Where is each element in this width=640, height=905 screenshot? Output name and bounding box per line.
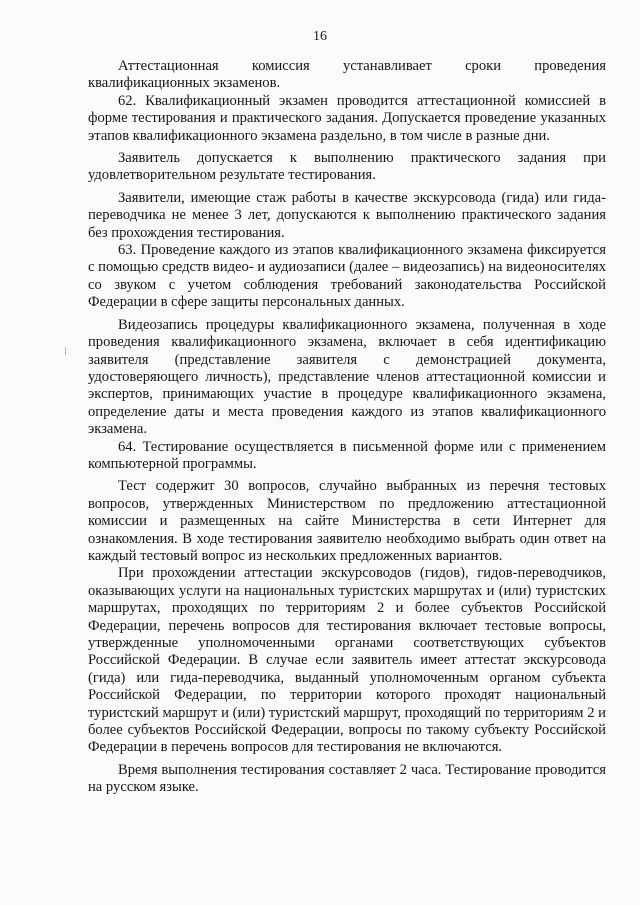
paragraph-video-recording: Видеозапись процедуры квалификационного экзамена, полученная в ходе проведения квалификационного экзамена, включает в себя идентификацию заявителя (представление заявителя с демонстрацией документа, удостоверяющего личность), представление членов аттестационной комиссии и экспертов, принимающих участие в процедуре квалификационного экзамена, определение даты и места проведения каждого из этапов квалификационного экзамена. xyxy=(88,316,606,438)
paragraph-experience-exemption: Заявители, имеющие стаж работы в качестве экскурсовода (гида) или гида-переводчика не менее 3 лет, допускаются к выполнению практического задания без прохождения тестирования. xyxy=(88,189,606,241)
scan-artifact: ⁞ xyxy=(64,346,68,358)
paragraph-64: 64. Тестирование осуществляется в письменной форме или с применением компьютерной программы. xyxy=(88,438,606,472)
document-body xyxy=(88,58,606,797)
paragraph-exam-schedule: Аттестационная комиссия устанавливает сроки проведения квалификационных экзаменов. xyxy=(88,58,606,92)
paragraph-regional-questions: При прохождении аттестации экскурсоводов (гидов), гидов-переводчиков, оказывающих услуги на национальных туристских маршрутах и (или) туристских маршрутах, проходящих по территориям 2 и более субъектов Российской Федерации, перечень вопросов для тестирования включает тестовые вопросы, утвержденные уполномоченными органами соответствующих субъектов Российской Федерации. В случае если заявитель имеет аттестат экскурсовода (гида) или гида-переводчика, выданный уполномоченным органом субъекта Российской Федерации, по территории которого проходят национальный туристский маршрут и (или) туристский маршрут, проходящий по территориям 2 и более субъектов Российской Федерации, вопросы по такому субъекту Российской Федерации в перечень вопросов для тестирования не включаются. xyxy=(88,565,606,756)
page-number: 16 xyxy=(313,29,327,44)
paragraph-63: 63. Проведение каждого из этапов квалификационного экзамена фиксируется с помощью средств видео- и аудиозаписи (далее – видеозапись) на видеоносителях со звуком с учетом соблюдения требований законодательства Российской Федерации в сфере защиты персональных данных. xyxy=(88,242,606,311)
paragraph-practical-admission: Заявитель допускается к выполнению практического задания при удовлетворительном результате тестирования. xyxy=(88,150,606,184)
paragraph-62: 62. Квалификационный экзамен проводится аттестационной комиссией в форме тестирования и практического задания. Допускается проведение указанных этапов квалификационного экзамена раздельно, в том числе в разные дни. xyxy=(88,92,606,144)
paragraph-test-duration: Время выполнения тестирования составляет 2 часа. Тестирование проводится на русском языке. xyxy=(88,761,606,796)
paragraph-test-contents: Тест содержит 30 вопросов, случайно выбранных из перечня тестовых вопросов, утвержденных Министерством по предложению аттестационной комиссии и размещенных на сайте Министерства в сети Интернет для ознакомления. В ходе тестирования заявителю необходимо выбрать один ответ на каждый тестовый вопрос из нескольких предложенных вариантов. xyxy=(88,478,606,564)
